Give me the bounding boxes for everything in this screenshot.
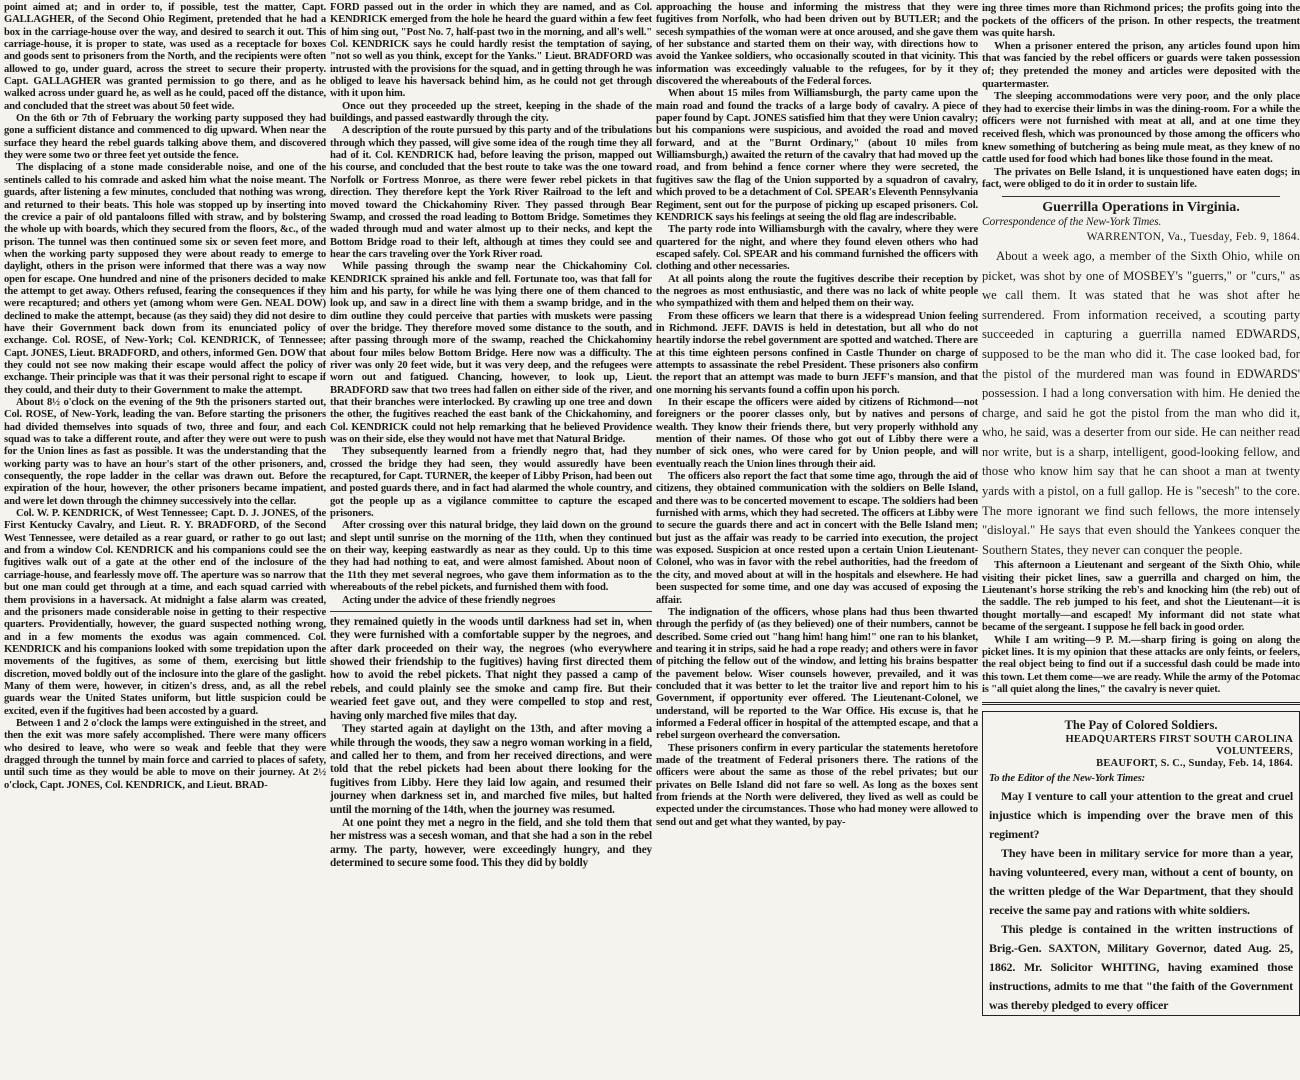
paragraph: The displacing of a stone made considerable noise, and one of the sentinels called to his comrade and asked him what the noise meant. The guards, after listening a few minutes, concluded that nothing was wrong, and returned to their beats. This hole was stopped up by inserting into the crevice a pair of old pantaloons filled with straw, and by bolstering the whole up with boards, which they secured from the floors, &c., of the prison. The tunnel was then continued some six or seven feet more, and when the working party supposed they were about ready to emerge to daylight, others in the prison were informed that there was a way now open for escape. One hundred and nine of the prisoners decided to make the attempt to get away. Others refused, fearing the consequences if they were recaptured; and others yet (among whom were Gen. NEAL DOW) declined to make the attempt, because (as they said) they did not desire to have their Government back down from its enunciated policy of exchange. Col. ROSE, of New-York; Col. KENDRICK, of Tennessee; Capt. JONES, Lieut. BRADFORD, and others, informed Gen. DOW that they could not see now making their escape would affect the policy of exchange. Their principle was that it was their personal right to escape if they could, and their duty to their Government to make the attempt. xyxy=(4,162,326,396)
paragraph: approaching the house and informing the mistress that they were fugitives from Norfolk, who had been driven out by BUTLER; and the secesh sympathies of the woman were at once aroused, and she gave them of her substance and started them on their way, with directions how to avoid the Yankee soldiers, who occasionally scouted in that vicinity. This information was exceedingly valuable to the refugees, for by it they discovered the whereabouts of the Federal forces. xyxy=(656,2,978,88)
paragraph: About 8½ o'clock on the evening of the 9th the prisoners started out, Col. ROSE, of New-York, leading the van. Before starting the prisoners had divided themselves into squads of two, three and four, and each squad was to take a different route, and after they were out were to push for the Union lines as fast as possible. It was the understanding that the working party was to have an hour's start of the other prisoners, and, consequently, the rope ladder in the cellar was drawn out. Before the expiration of the hour, however, the other prisoners became impatient, and were let down through the chimney successively into the cellar. xyxy=(4,397,326,507)
correspondence-line: Correspondence of the New-York Times. xyxy=(982,216,1162,229)
column-4 xyxy=(982,2,1300,1078)
paragraph: They started again at daylight on the 13th, and after moving a while through the woods, they saw a negro woman working in a field, and called her to them, and from her received directions, and were told that the rebel pickets had been about there looking for the fugitives from Libby. Here they laid low again, and resumed their journey when darkness set in, and marched five miles, but halted until the morning of the 14th, when the journey was resumed. xyxy=(330,723,652,816)
paragraph: When about 15 miles from Williamsburgh, the party came upon the main road and found the tracks of a large body of cavalry. A piece of paper found by Capt. JONES satisfied him that they were Union cavalry; but his companions were suspicious, and avoided the road and moved forward, and at the "Burnt Ordinary," (about 10 miles from Williamsburgh,) awaited the return of the cavalry that had moved up the road, and from behind a fence corner where they were secreted, the fugitives saw the flag of the Union supported by a squadron of cavalry, which proved to be a detachment of Col. SPEAR's Eleventh Pennsylvania Regiment, sent out for the purpose of picking up escaped prisoners. Col. KENDRICK says his feelings at seeing the old flag are indescribable. xyxy=(656,88,978,223)
paragraph: ing three times more than Richmond prices; the profits going into the pockets of the officers of the prison. In other respects, the treatment was quite harsh. xyxy=(982,2,1300,40)
paragraph: Once out they proceeded up the street, keeping in the shade of the buildings, and passed eastwardly through the city. xyxy=(330,100,652,125)
paragraph: About a week ago, a member of the Sixth Ohio, while on picket, was shot by one of MOSBEY's "guerrs," or "curs," as we call them. It was stated that he was shot after he surrendered. From information received, a scouting party succeeded in capturing a guerrilla named EDWARDS, supposed to be the man who did it. The case looked bad, for the pistol of the murdered man was found in EDWARDS' possession. I had a long conversation with him. He denied the charge, and said he got the pistol from the man who did it, who, he said, was a deserter from our side. He can neither read nor write, but is a sharp, intelligent, good-looking fellow, and those who know him say that he can shoot a man at twenty yards with a pistol, on a full gallop. He is "secesh" to the core. The more ignorant we find such fellows, the more intensely "disloyal." He says that even should the Yankees conquer the Southern States, they never can conquer the people. xyxy=(982,248,1300,557)
paragraph: FORD passed out in the order in which they are named, and as Col. KENDRICK emerged from the hole he heard the guard within a few feet of him sing out, "Post No. 7, half-past two in the morning, and all's well." Col. KENDRICK says he could hardly resist the temptation of saying, "not so well as you think, except for the Yanks." Lieut. BRADFORD was intrusted with the provisions for the squad, and in getting through he was obliged to leave his haversack behind him, as he could not get through with it upon him. xyxy=(330,2,652,100)
article-headline: Guerrilla Operations in Virginia. xyxy=(1042,199,1240,215)
salutation: To the Editor of the New-York Times: xyxy=(989,772,1145,784)
prison-continuation xyxy=(982,2,1300,191)
lower-continuation xyxy=(330,616,652,871)
paragraph: point aimed at; and in order to, if possible, test the matter, Capt. GALLAGHER, of the Second Ohio Regiment, pretended that he had a box in the carriage-house over the way, and desired to search it out. This carriage-house, it is proper to state, was used as a receptacle for boxes and goods sent to prisoners from the North, and the recipients were often allowed to go, under guard, across the street to secure their property. Capt. GALLAGHER was granted permission to go there, and as he walked across under guard he, as well as he could, paced off the distance, and concluded that the street was about 50 feet wide. xyxy=(4,2,326,112)
dateline: BEAUFORT, S. C., Sunday, Feb. 14, 1864. xyxy=(1096,758,1293,770)
column-1 xyxy=(4,2,326,1078)
paragraph: A description of the route pursued by this party and of the tribulations through which they passed, will give some idea of the rough time they all had of it. Col. KENDRICK had, before leaving the prison, mapped out his course, and concluded that the best route to take was the one toward Norfolk or Fortress Monroe, as there were fewer rebel pickets in that direction. They therefore kept the York River Railroad to the left and moved toward the Chickahominy River. They passed through Bear Swamp, and crossed the road leading to Bottom Bridge. Sometimes they waded through mud and water almost up to their necks, and kept the Bottom Bridge road to their left, although at times they could see and hear the cars traveling over the York River road. xyxy=(330,125,652,260)
paragraph: At all points along the route the fugitives describe their reception by the negroes as most enthusiastic, and there was no lack of white people who sympathized with them and helped them on their way. xyxy=(656,273,978,310)
letter-body xyxy=(989,787,1293,1015)
paragraph: May I venture to call your attention to the great and cruel injustice which is impending over the brave men of this regiment? xyxy=(989,788,1293,841)
paragraph: Between 1 and 2 o'clock the lamps were extinguished in the street, and then the exit was more safely accomplished. There were many officers who desired to leave, who were so weak and feeble that they were dragged through the tunnel by main force and carried to places of safety, until such time as they would be able to move on their journey. At 2½ o'clock, Capt. JONES, Col. KENDRICK, and Lieut. BRAD- xyxy=(4,717,326,791)
section-rule xyxy=(1002,196,1280,197)
paragraph: From these officers we learn that there is a widespread Union feeling in Richmond. JEFF. DAVIS is held in detestation, but all who do not heartily indorse the rebel government are spotted and watched. There are at this time eighteen persons confined in Castle Thunder on charge of attempts to assassinate the rebel President. These prisoners also confirm the report that an attempt was made to burn JEFF's mansion, and that one morning his servants found a coffin upon his porch. xyxy=(656,310,978,396)
paragraph: Acting under the advice of these friendly negroes xyxy=(342,594,556,606)
article-body-small xyxy=(982,560,1300,696)
column-2 xyxy=(330,2,652,1078)
paragraph: They have been in military service for more than a year, having volunteered, every man, without a cent of bounty, on the written pledge of the War Department, that they should receive the same pay and rations with white soldiers. xyxy=(989,845,1293,917)
paragraph: Col. W. P. KENDRICK, of West Tennessee; Capt. D. J. JONES, of the First Kentucky Cavalry, and Lieut. R. Y. BRADFORD, of the Second West Tennessee, were detailed as a rear guard, or rather to go out last; and from a window Col. KENDRICK and his companions could see the fugitives walk out of a gate at the other end of the inclosure of the carriage-house, and fearlessly move off. The aperture was so narrow that but one man could get through at a time, and each squad carried with them provisions in a haversack. At midnight a false alarm was created, and the prisoners made considerable noise in getting to their respective quarters. Providentially, however, the guard suspected nothing wrong, and in a few moments the exodus was again commenced. Col. KENDRICK and his companions looked with some trepidation upon the movements of the fugitives, as some of them, exercising but little discretion, moved boldly out of the inclosure into the glare of the gaslight. Many of them were, however, in citizen's dress, and, as all the rebel guards wear the United States uniform, but little suspicion could be excited, even if the fugitives had been accosted by a guard. xyxy=(4,508,326,717)
paragraph: After crossing over this natural bridge, they laid down on the ground and slept until sunrise on the morning of the 11th, when they continued on their way, keeping eastwardly as near as they could. Up to this time they had had nothing to eat, and were almost famished. About noon of the 11th they met several negroes, who gave them information as to the whereabouts of the rebel pickets, and furnished them with food. xyxy=(330,520,652,594)
paragraph: The privates on Belle Island, it is unquestioned have eaten dogs; in fact, were obliged to do it in order to sustain life. xyxy=(982,165,1300,191)
column-divider xyxy=(330,611,652,612)
paragraph: They subsequently learned from a friendly negro that, had they crossed the bridge they had seen, they would assuredly have been recaptured, for Capt. TURNER, the keeper of Libby Prison, had been out and posted guards there, and in fact had alarmed the whole country, and got the people up as a vigilance committee to capture the escaped prisoners. xyxy=(330,446,652,520)
paragraph: On the 6th or 7th of February the working party supposed they had gone a sufficient distance and commenced to dig upward. When near the surface they heard the rebel guards talking above them, and discovered they were some two or three feet yet outside the fence. xyxy=(4,113,326,162)
paragraph: they remained quietly in the woods until darkness had set in, when they were furnished with a comfortable supper by the negroes, and after dark proceeded on their way, the negroes (who everywhere showed their friendship to the fugitives) having first directed them how to avoid the rebel pickets. That night they passed a camp of rebels, and could plainly see the smoke and camp fire. But their wearied feet gave out, and they were compelled to stop and rest, having only marched five miles that day. xyxy=(330,615,652,722)
article-headline: The Pay of Colored Soldiers. xyxy=(1064,718,1218,733)
paragraph: At one point they met a negro in the field, and she told them that her mistress was a secesh woman, and that she had a son in the rebel army. The party, however, were exceedingly hungry, and they determined to secure some food. This they did by boldly xyxy=(330,816,652,870)
paragraph: While I am writing—9 P. M.—sharp firing is going on along the picket lines. It is my opinion that these attacks are only feints, or feelers, the real object being to find out if a successful dash could be made into this town. Let them come—we are ready. While the army of the Potomac is "all quiet along the lines," the cavalry is never quiet. xyxy=(982,634,1300,695)
paragraph: The officers also report the fact that some time ago, through the aid of citizens, they obtained communication with the soldiers on Belle Island, and there was to be concerted movement to escape. The soldiers had been furnished with arms, which they had secreted. The officers at Libby were to secure the guards there and act in concert with the Belle Island men; but just as the affair was ready to be carried into execution, the project was exposed. Suspicion at once rested upon a certain Union Lieutenant-Colonel, who was in favor with the rebel authorities, had the freedom of the city, and moved about at will in the hospitals and elsewhere. He had been suspected for some time, and one day was accused of exposing the affair. xyxy=(656,471,978,606)
dateline: WARRENTON, Va., Tuesday, Feb. 9, 1864. xyxy=(1086,230,1300,243)
paragraph: This afternoon a Lieutenant and sergeant of the Sixth Ohio, while visiting their picket lines, saw a guerrilla and charged on him, the Lieutenant's horse striking the reb's and knocking him (the reb) out of the saddle. The reb jumped to his feet, and shot the Lieutenant—it is thought mortally—and escaped! My informant did not state what became of the sergeant. I suppose he fell back in good order. xyxy=(982,560,1300,634)
paragraph: When a prisoner entered the prison, any articles found upon him that was fancied by the rebel officers or guards were taken possession of; they pretended the money and articles were deposited with the quartermaster. xyxy=(982,39,1300,90)
paragraph: The sleeping accommodations were very poor, and the only place they had to exercise their limbs in was the dining-room. For a while the officers were not furnished with meat at all, and at one time they received flesh, which was pronounced by those among the officers who knew something of butchering as being mule meat, as they knew of no cattle used for food which had bones like those found in the meat. xyxy=(982,90,1300,166)
paragraph: This pledge is contained in the written instructions of Brig.-Gen. SAXTON, Military Governor, dated Aug. 25, 1862. Mr. Solicitor WHITING, having examined those instructions, admits to me that "the faith of the Government was thereby pledged to every officer xyxy=(989,921,1293,1012)
paragraph: These prisoners confirm in every particular the statements heretofore made of the treatment of Federal prisoners there. The rations of the officers were about the same as those of the rebel privates; but our privates on Belle Island did not fare so well. As long as the boxes sent from friends at the North were delivered, they lived as well as could be expected under the circumstances. Those who had money were allowed to send out and get what they wanted, by pay- xyxy=(656,742,978,828)
article-body xyxy=(982,247,1300,561)
column-3 xyxy=(656,2,978,1078)
headquarters-line: HEADQUARTERS FIRST SOUTH CAROLINA VOLUNTEERS, xyxy=(1065,733,1293,757)
letter-box xyxy=(982,711,1300,1016)
paragraph: The indignation of the officers, whose plans had thus been thwarted through the perfidy of (as they believed) one of their numbers, cannot be described. Some cried out "hang him! hang him!" one ran to his blanket, and tearing it in strips, said he had a rope ready; and others were in favor of pitching the fellow out of the window, and letting his brains bespatter the pavement below. Wiser counsels however, prevailed, and it was concluded that it was better to let the traitor live and report him to his Government, if opportunity ever offered. The Lieutenant-Colonel, we understand, will be reported to the War Office. His excuse is, that he informed a Federal officer in hospital of the attempted escape, and that a rebel surgeon overheard the conversation. xyxy=(656,606,978,742)
section-rule xyxy=(982,702,1300,705)
paragraph: In their escape the officers were aided by citizens of Richmond—not foreigners or the poorer classes only, but by natives and persons of wealth. They know their friends there, but very properly withhold any mention of their names. Of those who got out of Libby there were a number of sick ones, who were cared for by Union people, and will eventually reach the Union lines through their aid. xyxy=(656,397,978,470)
paragraph: The party rode into Williamsburgh with the cavalry, where they were quartered for the night, and where they found eleven others who had escaped safely. Col. SPEAR and his command furnished the officers with clothing and other necessaries. xyxy=(656,224,978,273)
paragraph: While passing through the swamp near the Chickahominy Col. KENDRICK sprained his ankle and fell. Fortunate too, was that fall for him and his party, for while he was lying there one of them chanced to look up, and saw in a direct line with them a swamp bridge, and in the dim outline they could perceive that parties with muskets were passing over the bridge. They therefore moved some distance to the south, and after passing through more of the swamp, reached the Chickahominy about four miles below Bottom Bridge. Here now was a difficulty. The river was only 20 feet wide, but it was very deep, and the refugees were worn out and fatigued. Chancing, however, to look up, Lieut. BRADFORD saw that two trees had fallen on either side of the river, and that their branches were interlocked. By crawling up one tree and down the other, the fugitives reached the east bank of the Chickahominy, and Col. KENDRICK could not help remarking that he believed Providence was on their side, else they would not have met that Natural Bridge. xyxy=(330,261,652,446)
